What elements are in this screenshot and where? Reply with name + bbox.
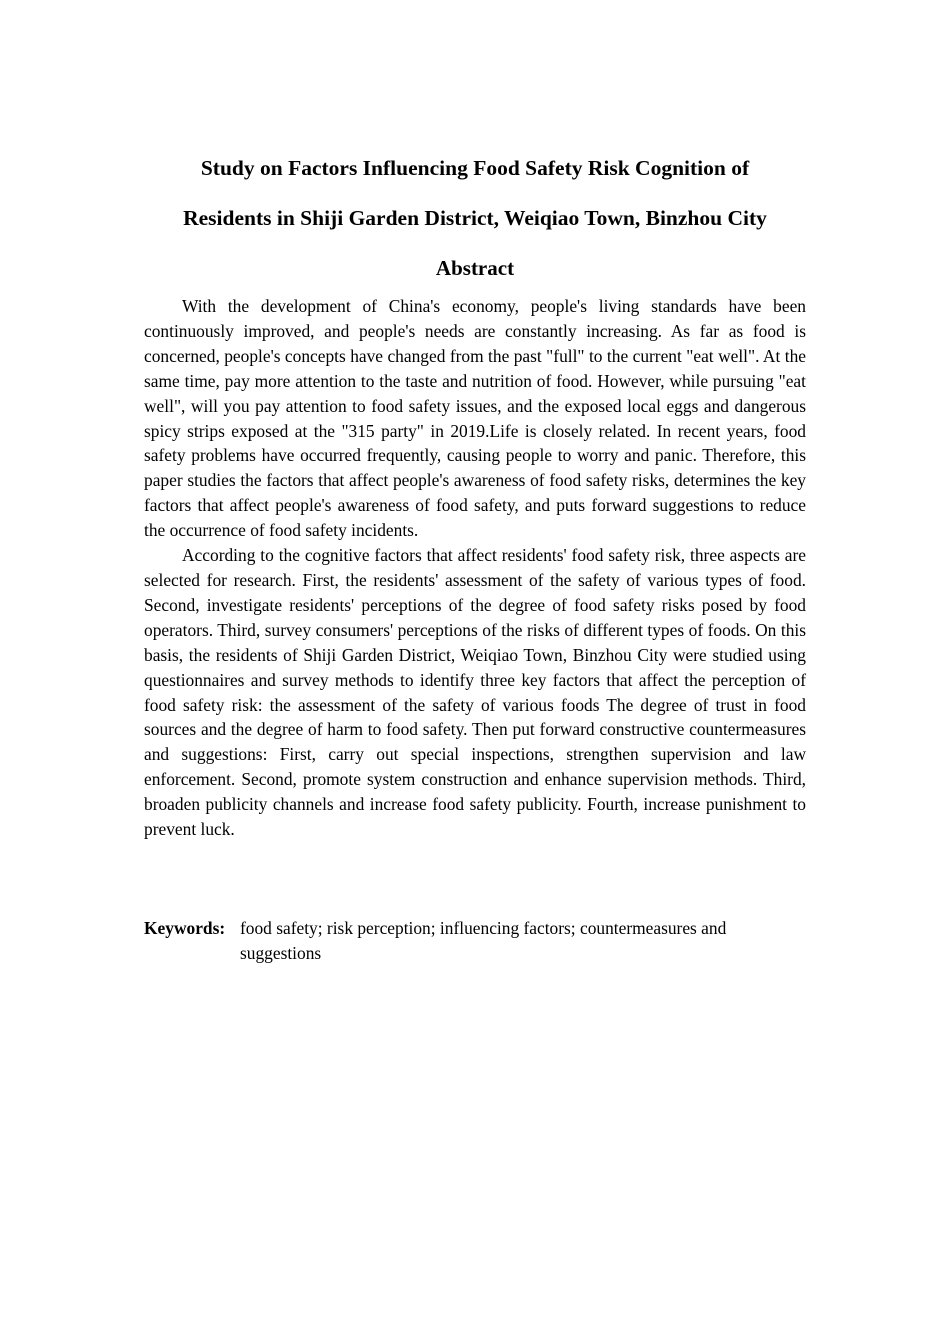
- keywords-section: [144, 916, 806, 966]
- abstract-heading: Abstract: [435, 256, 515, 280]
- keywords-label: Keywords:: [144, 918, 226, 938]
- abstract-paragraph-2: According to the cognitive factors that affect residents' food safety risk, three aspects are selected for research. First, the residents' assessment of the safety of various types of food. Second, investigate residents' perceptions of the degree of food safety risks posed by food operators. Third, survey consumers' perceptions of the risks of different types of foods. On this basis, the residents of Shiji Garden District, Weiqiao Town, Binzhou City were studied using questionnaires and survey methods to identify three key factors that affect the perception of food safety risk: the assessment of the safety of various foods The degree of trust in food sources and the degree of harm to food safety. Then put forward constructive countermeasures and suggestions: First, carry out special inspections, strengthen supervision and law enforcement. Second, promote system construction and enhance supervision methods. Third, broaden publicity channels and increase food safety publicity. Fourth, increase punishment to prevent luck.: [144, 545, 806, 840]
- paper-title: [120, 143, 830, 243]
- paper-title-line-1: Study on Factors Influencing Food Safety Risk Cognition of: [200, 156, 750, 180]
- paper-title-line-2: Residents in Shiji Garden District, Weiqiao Town, Binzhou City: [183, 206, 767, 230]
- keywords-text: food safety; risk perception; influencing factors; countermeasures and suggestions: [240, 918, 727, 963]
- abstract-paragraph-1: With the development of China's economy, people's living standards have been continuously improved, and people's needs are constantly increasing. As far as food is concerned, people's concepts have changed from the past "full" to the current "eat well". At the same time, pay more attention to the taste and nutrition of food. However, while pursuing "eat well", will you pay attention to food safety issues, and the exposed local eggs and dangerous spicy strips exposed at the "315 party" in 2019.Life is closely related. In recent years, food safety problems have occurred frequently, causing people to worry and panic. Therefore, this paper studies the factors that affect people's awareness of food safety risks, determines the key factors that affect people's awareness of food safety, and puts forward suggestions to reduce the occurrence of food safety incidents.: [144, 296, 806, 541]
- abstract-body: [144, 294, 806, 842]
